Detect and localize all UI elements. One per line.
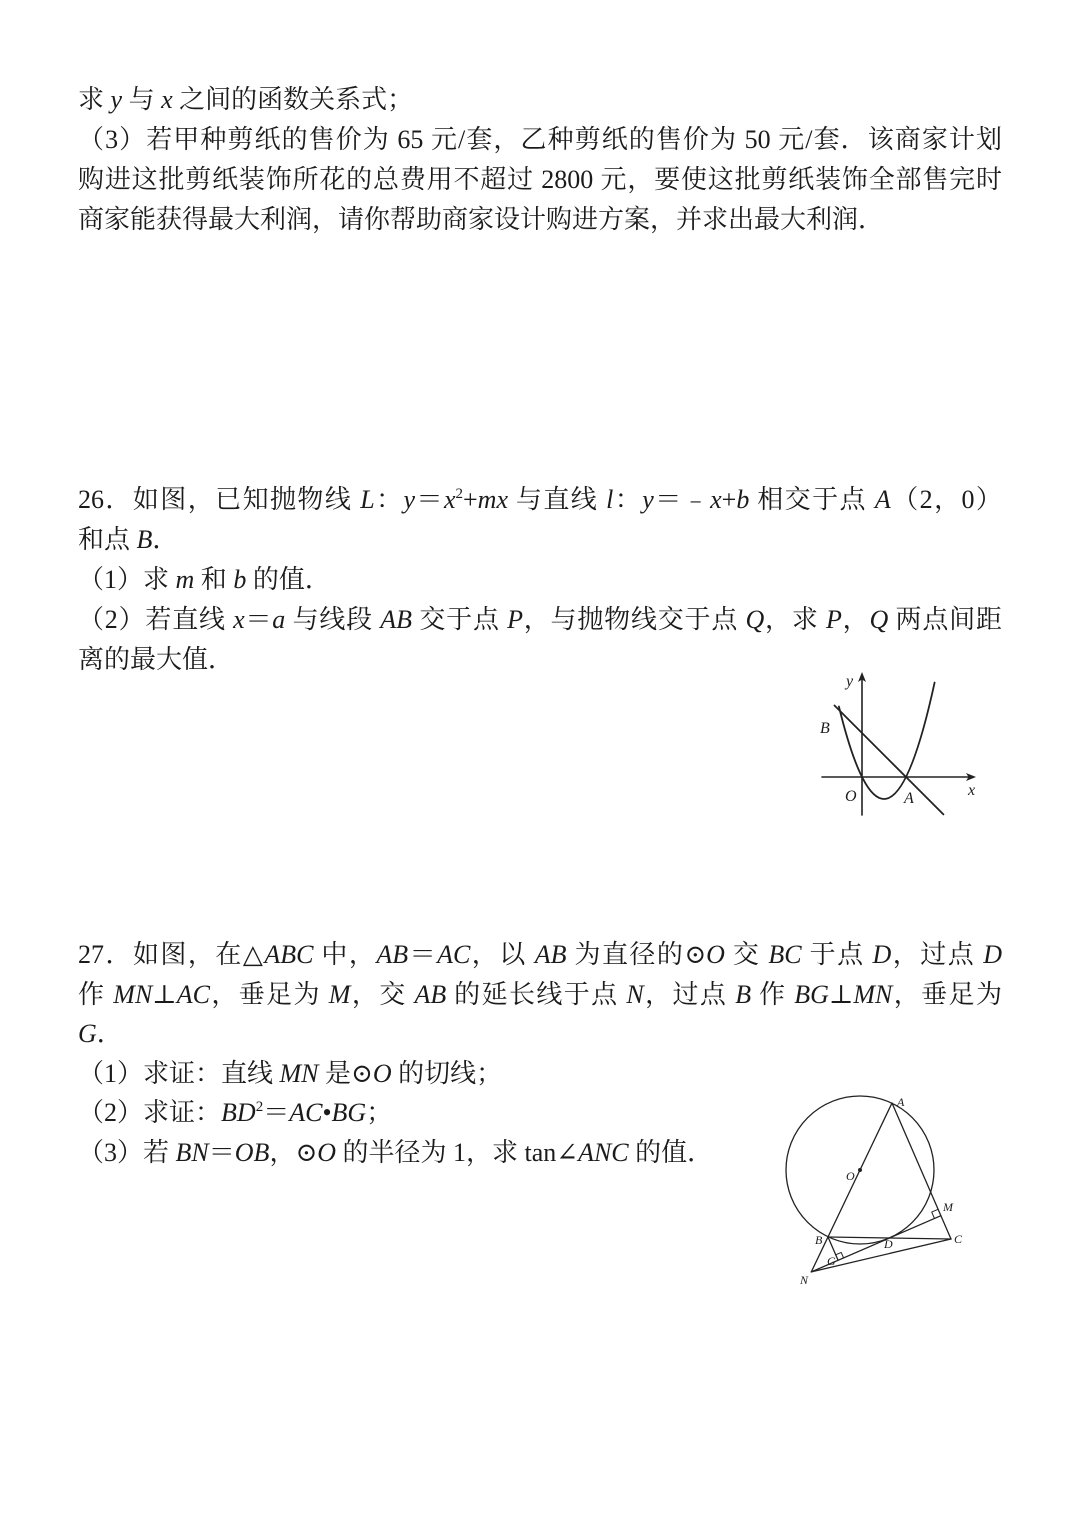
text-run: （2）若直线 (78, 605, 234, 634)
math-variable: Q (869, 605, 889, 634)
line-an (811, 1103, 892, 1272)
text-run: 求 (78, 85, 111, 114)
label-o: O (846, 1169, 855, 1183)
text-run: 的值． (246, 565, 331, 594)
math-variable: G (78, 1019, 97, 1049)
math-variable: O (317, 1137, 337, 1167)
math-variable: x (161, 85, 173, 114)
text-run: ． (152, 525, 179, 554)
text-run: ，垂足为 (209, 979, 329, 1009)
segment-ac (892, 1103, 951, 1239)
label-d: D (884, 1237, 893, 1251)
math-variable: M (328, 979, 351, 1009)
text-run: ，⊙ (269, 1137, 318, 1167)
text-run: 作 (751, 979, 795, 1009)
math-variable: BC (768, 940, 802, 969)
problem-26-part-2 (78, 600, 1002, 640)
problem-26-line-2 (78, 520, 1002, 560)
math-variable: y (403, 485, 416, 514)
text-run: （2，0） (890, 485, 1002, 514)
text-run: ； (366, 1098, 393, 1128)
text-run: ，交 (350, 979, 415, 1009)
text-run: ＝ (208, 1137, 235, 1167)
math-variable: m (175, 565, 195, 594)
text-run: 27．如图，在△ (78, 940, 265, 969)
label-n: N (800, 1273, 809, 1287)
text-run: 中， (313, 940, 377, 969)
math-variable: a (272, 605, 286, 634)
math-variable: AB (376, 940, 409, 969)
math-variable: BG (794, 979, 829, 1009)
text-run: ， (841, 605, 870, 634)
text-run: 26．如图，已知抛物线 (78, 485, 361, 514)
problem-26-part-1 (78, 560, 1002, 600)
math-variable: AB (414, 979, 447, 1009)
problem-26-line-1 (78, 480, 1002, 520)
y-axis-label: y (846, 673, 854, 690)
origin-label: O (845, 788, 857, 805)
center-dot-icon (858, 1168, 862, 1172)
text-run: ＝ (415, 485, 444, 514)
exponent: 2 (455, 486, 463, 502)
math-variable: y (110, 85, 123, 114)
math-variable: P (825, 605, 842, 634)
previous-problem-continuation (78, 80, 1002, 240)
label-c: C (954, 1232, 963, 1246)
math-variable: AC (176, 979, 210, 1009)
text-run: 的延长线于点 (446, 979, 627, 1009)
text-run: ＝ (408, 940, 438, 969)
text-run: ⊥ (828, 979, 854, 1009)
text-run: ，以 (470, 940, 535, 969)
text-run: ，过点 (891, 940, 984, 969)
text-run: ＝ (263, 1098, 290, 1128)
text-run: ，垂足为 (892, 979, 1002, 1009)
text-run: 和 (194, 565, 234, 594)
math-variable: OB (234, 1137, 270, 1167)
math-variable: N (626, 979, 644, 1009)
text-run: 于点 (801, 940, 873, 969)
math-variable: b (233, 565, 247, 594)
math-variable: BG (331, 1098, 367, 1128)
text-run: 购进这批剪纸装饰所花的总费用不超过 2800 元，要使这批剪纸装饰全部售完时 (78, 165, 1002, 194)
text-run: （3）若 (78, 1137, 176, 1167)
label-a: A (897, 1095, 905, 1109)
text-run: （2）求证： (78, 1098, 222, 1128)
previous-problem-line-3 (78, 160, 1002, 200)
point-a-label: A (904, 790, 914, 807)
text-run: 两点间距 (888, 605, 1002, 634)
text-run: ＝ (244, 605, 273, 634)
math-variable: A (874, 485, 891, 514)
math-variable: b (736, 485, 750, 514)
math-variable: P (507, 605, 523, 634)
text-run: 的切线； (391, 1058, 503, 1088)
text-run: 与线段 (285, 605, 381, 634)
math-variable: D (983, 940, 1002, 969)
text-run: （3）若甲种剪纸的售价为 65 元/套，乙种剪纸的售价为 50 元/套．该商家计划 (78, 125, 1002, 154)
math-variable: x (443, 485, 456, 514)
text-run: 交于点 (412, 605, 508, 634)
x-axis-label: x (968, 782, 976, 799)
text-run: 的值． (628, 1137, 714, 1167)
math-variable: BN (175, 1137, 209, 1167)
problem-27-part-1 (78, 1054, 1002, 1094)
math-variable: y (642, 485, 654, 514)
math-variable: BD (221, 1098, 256, 1128)
math-variable: x (710, 485, 722, 514)
previous-problem-line-1 (78, 80, 1002, 120)
text-run: 相交于点 (749, 485, 875, 514)
text-run: ，求 (764, 605, 826, 634)
text-run: （1）求 (78, 565, 176, 594)
math-variable: ABC (264, 940, 314, 969)
math-variable: L (360, 485, 375, 514)
text-run: 离的最大值． (78, 645, 235, 674)
math-variable: D (872, 940, 892, 969)
math-variable: Q (745, 605, 765, 634)
text-run: （1）求证：直线 (78, 1058, 280, 1088)
math-variable: ANC (578, 1137, 629, 1167)
math-variable: AC (437, 940, 471, 969)
text-run: • (322, 1098, 332, 1128)
math-variable: AB (380, 605, 413, 634)
parabola-curve (839, 683, 935, 799)
label-g: G (827, 1254, 836, 1268)
text-run: 与直线 (508, 485, 607, 514)
previous-problem-line-2 (78, 120, 1002, 160)
label-b: B (815, 1233, 823, 1247)
text-run: ，过点 (643, 979, 736, 1009)
point-b-label: B (820, 720, 830, 737)
problem-26-figure (815, 665, 990, 820)
math-variable: O (372, 1058, 392, 1088)
math-variable: l (606, 485, 614, 514)
text-run: 是⊙ (318, 1058, 373, 1088)
math-variable: MN (113, 979, 153, 1009)
text-run: 与 (122, 85, 162, 114)
text-run: 作 (78, 979, 114, 1009)
text-run: 为直径的⊙ (566, 940, 707, 969)
problem-26 (78, 480, 1002, 680)
text-run: + (721, 485, 737, 514)
text-run: 交 (724, 940, 769, 969)
text-run: ： (374, 485, 404, 514)
math-variable: B (735, 979, 752, 1009)
math-variable: MN (279, 1058, 319, 1088)
text-run: ，与抛物线交于点 (522, 605, 746, 634)
text-run: 商家能获得最大利润，请你帮助商家设计购进方案，并求出最大利润． (78, 205, 885, 234)
math-variable: O (706, 940, 725, 969)
math-variable: x (233, 605, 245, 634)
problem-27-figure (780, 1090, 970, 1290)
text-run: ＝﹣ (653, 485, 711, 514)
exponent: 2 (255, 1099, 264, 1116)
label-m: M (943, 1200, 953, 1214)
problem-27-line-2 (78, 975, 1002, 1015)
math-variable: AB (534, 940, 567, 969)
text-run: ． (96, 1019, 123, 1049)
text-run: 之间的函数关系式； (172, 85, 414, 114)
problem-27-line-1 (78, 935, 1002, 975)
math-variable: B (136, 525, 153, 554)
text-run: ： (613, 485, 643, 514)
previous-problem-line-4 (78, 200, 1002, 240)
math-variable: MN (853, 979, 893, 1009)
text-run: 的半径为 1，求 tan∠ (336, 1137, 579, 1167)
math-variable: AC (289, 1098, 323, 1128)
math-variable: mx (477, 485, 508, 514)
text-run: + (463, 485, 478, 514)
problem-27-line-3 (78, 1014, 1002, 1054)
text-run: ⊥ (152, 979, 177, 1009)
text-run: 和点 (78, 525, 137, 554)
